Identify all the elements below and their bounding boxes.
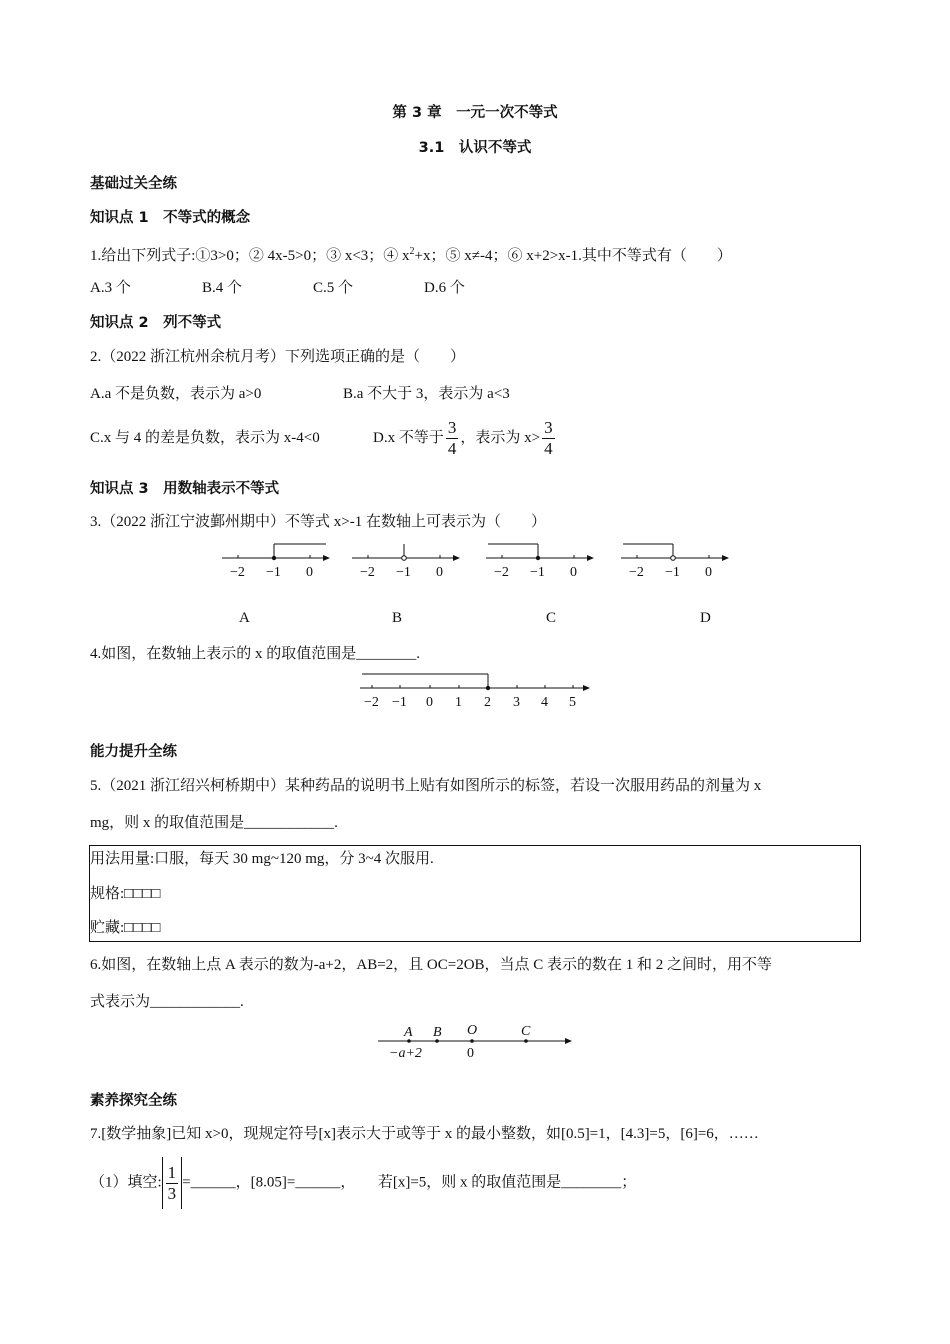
tick-label: 3 — [513, 695, 520, 710]
tick-label: −2 — [629, 565, 644, 580]
section-title: 3.1 认识不等式 — [418, 140, 532, 156]
question-7-part-1 — [90, 1157, 636, 1209]
fraction-numerator: 3 — [544, 418, 553, 438]
point-label-o: O — [467, 1023, 478, 1038]
q2-option-a: A.a 不是负数，表示为 a>0 — [90, 386, 262, 402]
q2-d-text-mid: ，表示为 x> — [460, 430, 541, 446]
q1-text-post: +x；⑤ x≠-4；⑥ x+2>x-1.其中不等式有（ ） — [414, 248, 732, 264]
fraction-three-quarters-2 — [542, 418, 555, 459]
fraction-numerator: 3 — [447, 418, 457, 438]
point-label-c: C — [521, 1024, 531, 1039]
tick-label: −1 — [266, 565, 281, 580]
knowledge-point-2: 知识点 2 列不等式 — [90, 315, 222, 331]
question-4: 4.如图，在数轴上表示的 x 的取值范围是________. — [90, 646, 421, 662]
question-6-line-2: 式表示为____________. — [90, 994, 244, 1010]
tick-label: 5 — [569, 695, 576, 710]
q1-text-pre: 1.给出下列式子:①3>0；② 4x-5>0；③ x<3；④ x — [90, 248, 410, 264]
tick-label: −1 — [392, 695, 407, 710]
fraction-denominator: 4 — [544, 439, 553, 459]
option-label-a: A — [239, 610, 250, 626]
ceiling-bracket — [162, 1157, 183, 1209]
point-label-b: B — [433, 1025, 442, 1040]
chapter-title: 第 3 章 一元一次不等式 — [392, 105, 558, 121]
q2-option-d — [373, 416, 557, 460]
number-line-q6 — [378, 1020, 578, 1067]
tick-label: 0 — [306, 565, 313, 580]
option-label-b: B — [392, 610, 403, 626]
tick-label: −2 — [494, 565, 509, 580]
fraction-numerator: 1 — [167, 1163, 177, 1183]
question-5-line-1: 5.（2021 浙江绍兴柯桥期中）某种药品的说明书上贴有如图所示的标签，若设一次服用药品的剂量为 x — [90, 778, 762, 794]
q2-option-b: B.a 不大于 3，表示为 a<3 — [343, 386, 510, 402]
tick-label: 0 — [426, 695, 433, 710]
fraction-denominator: 4 — [447, 439, 457, 459]
number-line-d — [621, 540, 731, 585]
question-7: 7.[数学抽象]已知 x>0，现规定符号[x]表示大于或等于 x 的最小整数，如[0.5]=1，[4.3]=5，[6]=6，…… — [90, 1126, 759, 1142]
tick-label: 0 — [705, 565, 712, 580]
fraction-one-third — [166, 1163, 179, 1204]
q1-option-b: B.4 个 — [202, 280, 243, 296]
tick-label: −1 — [530, 565, 545, 580]
q1-superscript: 2 — [409, 246, 415, 257]
part-heading-ability: 能力提升全练 — [90, 744, 177, 760]
tick-label: −1 — [396, 565, 411, 580]
question-3: 3.（2022 浙江宁波鄞州期中）不等式 x>-1 在数轴上可表示为（ ） — [90, 514, 546, 530]
drug-label-spec: 规格:□□□□ — [90, 886, 161, 902]
number-line-b — [352, 540, 462, 585]
tick-label: −2 — [230, 565, 245, 580]
q7-fill-pre: （1）填空: — [90, 1174, 162, 1191]
fraction-three-quarters — [446, 418, 459, 459]
tick-label: −2 — [360, 565, 375, 580]
number-line-a — [222, 540, 332, 585]
question-1 — [90, 243, 732, 265]
fraction-denominator: 3 — [167, 1184, 177, 1204]
tick-label: 0 — [570, 565, 577, 580]
tick-label: −1 — [665, 565, 680, 580]
knowledge-point-1: 知识点 1 不等式的概念 — [90, 210, 251, 226]
value-label-o: 0 — [467, 1046, 474, 1061]
q2-option-c: C.x 与 4 的差是负数，表示为 x-4<0 — [90, 430, 320, 446]
tick-label: 1 — [455, 695, 462, 710]
drug-label-usage: 用法用量:口服，每天 30 mg~120 mg，分 3~4 次服用. — [90, 851, 434, 867]
option-label-d: D — [700, 610, 711, 626]
question-6-line-1: 6.如图，在数轴上点 A 表示的数为-a+2，AB=2，且 OC=2OB，当点 C 表示的数在 1 和 2 之间时，用不等 — [90, 957, 773, 973]
number-line-q4 — [360, 670, 595, 715]
tick-label: 0 — [436, 565, 443, 580]
q2-d-text-pre: D.x 不等于 — [373, 430, 444, 446]
tick-label: 4 — [541, 695, 548, 710]
q1-option-c: C.5 个 — [313, 280, 354, 296]
value-label-a: −a+2 — [389, 1046, 422, 1061]
question-5-line-2: mg，则 x 的取值范围是____________. — [90, 815, 338, 831]
knowledge-point-3: 知识点 3 用数轴表示不等式 — [90, 481, 280, 497]
part-heading-basic: 基础过关全练 — [90, 176, 177, 192]
q1-option-d: D.6 个 — [424, 280, 465, 296]
question-2: 2.（2022 浙江杭州余杭月考）下列选项正确的是（ ） — [90, 349, 466, 365]
option-label-c: C — [546, 610, 557, 626]
q7-fill-post: =______，[8.05]=______， 若[x]=5，则 x 的取值范围是________； — [182, 1174, 637, 1191]
drug-label-storage: 贮藏:□□□□ — [90, 920, 161, 936]
point-label-a: A — [404, 1025, 413, 1040]
tick-label: 2 — [484, 695, 491, 710]
part-heading-literacy: 素养探究全练 — [90, 1093, 177, 1109]
number-line-c — [486, 540, 596, 585]
tick-label: −2 — [364, 695, 379, 710]
q1-option-a: A.3 个 — [90, 280, 131, 296]
